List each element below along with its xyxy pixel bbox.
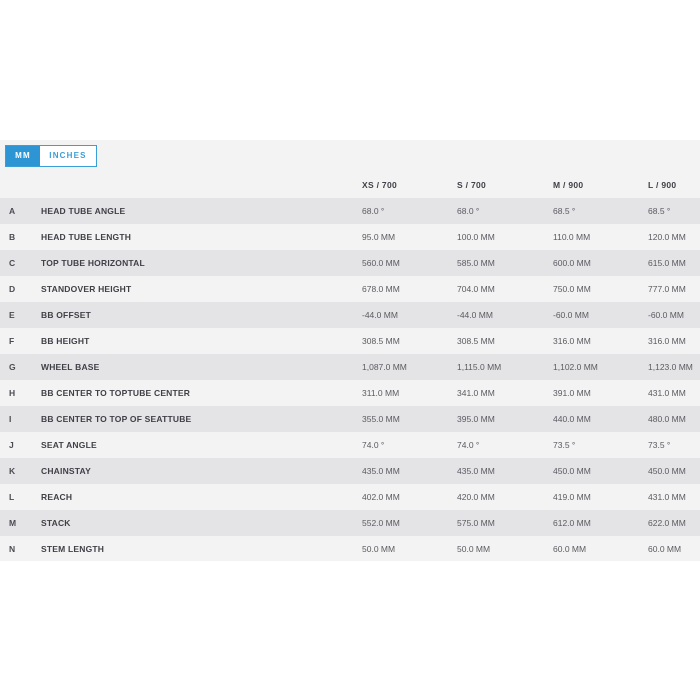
- table-row: [0, 510, 700, 536]
- row-key: N: [9, 544, 16, 554]
- measurement-value: 68.5 °: [553, 206, 576, 216]
- measurement-value: 95.0 MM: [362, 232, 396, 242]
- measurement-value: 612.0 MM: [553, 518, 591, 528]
- measurement-value: -60.0 MM: [553, 310, 589, 320]
- measurement-value: 73.5 °: [648, 440, 671, 450]
- row-key: F: [9, 336, 15, 346]
- table-row: [0, 198, 700, 224]
- row-key: M: [9, 518, 17, 528]
- row-key: L: [9, 492, 15, 502]
- measurement-name: STANDOVER HEIGHT: [41, 284, 132, 294]
- row-key: G: [9, 362, 16, 372]
- measurement-value: 74.0 °: [457, 440, 480, 450]
- table-row: [0, 536, 700, 561]
- column-header-m: M / 900: [553, 180, 584, 190]
- row-key: C: [9, 258, 16, 268]
- measurement-name: BB HEIGHT: [41, 336, 90, 346]
- measurement-name: BB CENTER TO TOP OF SEATTUBE: [41, 414, 192, 424]
- measurement-value: 100.0 MM: [457, 232, 495, 242]
- row-key: E: [9, 310, 15, 320]
- measurement-value: 68.5 °: [648, 206, 671, 216]
- measurement-value: 575.0 MM: [457, 518, 495, 528]
- table-row: [0, 484, 700, 510]
- measurement-value: 552.0 MM: [362, 518, 400, 528]
- measurement-value: 600.0 MM: [553, 258, 591, 268]
- measurement-value: 1,115.0 MM: [457, 362, 502, 372]
- measurement-name: STEM LENGTH: [41, 544, 105, 554]
- measurement-value: 50.0 MM: [362, 544, 396, 554]
- measurement-value: 585.0 MM: [457, 258, 495, 268]
- measurement-value: 60.0 MM: [648, 544, 682, 554]
- measurement-value: 355.0 MM: [362, 414, 400, 424]
- measurement-value: 308.5 MM: [362, 336, 400, 346]
- measurement-value: 777.0 MM: [648, 284, 686, 294]
- measurement-value: 431.0 MM: [648, 492, 686, 502]
- measurement-value: -44.0 MM: [362, 310, 398, 320]
- table-row: [0, 406, 700, 432]
- row-key: J: [9, 440, 14, 450]
- measurement-value: 419.0 MM: [553, 492, 591, 502]
- table-row: [0, 250, 700, 276]
- measurement-value: 615.0 MM: [648, 258, 686, 268]
- geometry-panel: [0, 140, 700, 561]
- table-row: [0, 380, 700, 406]
- table-row: [0, 354, 700, 380]
- measurement-value: 435.0 MM: [457, 466, 495, 476]
- measurement-value: 68.0 °: [362, 206, 385, 216]
- measurement-value: 120.0 MM: [648, 232, 686, 242]
- measurement-value: 480.0 MM: [648, 414, 686, 424]
- measurement-value: 560.0 MM: [362, 258, 400, 268]
- measurement-value: 316.0 MM: [553, 336, 591, 346]
- measurement-name: REACH: [41, 492, 73, 502]
- measurement-value: 308.5 MM: [457, 336, 495, 346]
- row-key: A: [9, 206, 16, 216]
- row-key: B: [9, 232, 16, 242]
- inches-unit-button[interactable]: INCHES: [49, 151, 87, 160]
- measurement-value: 311.0 MM: [362, 388, 400, 398]
- measurement-value: 440.0 MM: [553, 414, 591, 424]
- measurement-value: 316.0 MM: [648, 336, 686, 346]
- measurement-value: 73.5 °: [553, 440, 576, 450]
- unit-toggle: [5, 145, 97, 167]
- column-header-l: L / 900: [648, 180, 677, 190]
- measurement-name: BB OFFSET: [41, 310, 91, 320]
- measurement-name: CHAINSTAY: [41, 466, 91, 476]
- measurement-name: SEAT ANGLE: [41, 440, 97, 450]
- table-row: [0, 458, 700, 484]
- measurement-value: 622.0 MM: [648, 518, 686, 528]
- measurement-value: -44.0 MM: [457, 310, 493, 320]
- measurement-value: 1,123.0 MM: [648, 362, 693, 372]
- measurement-value: 402.0 MM: [362, 492, 400, 502]
- measurement-value: 341.0 MM: [457, 388, 495, 398]
- column-header-xs: XS / 700: [362, 180, 398, 190]
- measurement-name: STACK: [41, 518, 71, 528]
- table-row: [0, 276, 700, 302]
- table-row: [0, 224, 700, 250]
- measurement-value: 435.0 MM: [362, 466, 400, 476]
- row-key: D: [9, 284, 16, 294]
- measurement-value: 395.0 MM: [457, 414, 495, 424]
- measurement-name: WHEEL BASE: [41, 362, 100, 372]
- measurement-value: 391.0 MM: [553, 388, 591, 398]
- row-key: K: [9, 466, 16, 476]
- table-row: [0, 302, 700, 328]
- measurement-value: 431.0 MM: [648, 388, 686, 398]
- table-row: [0, 328, 700, 354]
- measurement-value: 1,102.0 MM: [553, 362, 598, 372]
- measurement-value: 450.0 MM: [648, 466, 686, 476]
- measurement-value: 450.0 MM: [553, 466, 591, 476]
- measurement-name: HEAD TUBE LENGTH: [41, 232, 132, 242]
- measurement-value: 420.0 MM: [457, 492, 495, 502]
- measurement-value: 74.0 °: [362, 440, 385, 450]
- row-key: I: [9, 414, 12, 424]
- measurement-value: 750.0 MM: [553, 284, 591, 294]
- table-row: [0, 432, 700, 458]
- measurement-value: 50.0 MM: [457, 544, 491, 554]
- measurement-value: 68.0 °: [457, 206, 480, 216]
- table-header: [0, 174, 700, 198]
- measurement-name: BB CENTER TO TOPTUBE CENTER: [41, 388, 191, 398]
- row-key: H: [9, 388, 16, 398]
- measurement-value: -60.0 MM: [648, 310, 684, 320]
- measurement-name: HEAD TUBE ANGLE: [41, 206, 126, 216]
- measurement-value: 1,087.0 MM: [362, 362, 407, 372]
- measurement-value: 110.0 MM: [553, 232, 591, 242]
- measurement-name: TOP TUBE HORIZONTAL: [41, 258, 145, 268]
- measurement-value: 704.0 MM: [457, 284, 495, 294]
- mm-unit-button[interactable]: MM: [6, 146, 40, 166]
- measurement-value: 60.0 MM: [553, 544, 587, 554]
- column-header-s: S / 700: [457, 180, 487, 190]
- measurement-value: 678.0 MM: [362, 284, 400, 294]
